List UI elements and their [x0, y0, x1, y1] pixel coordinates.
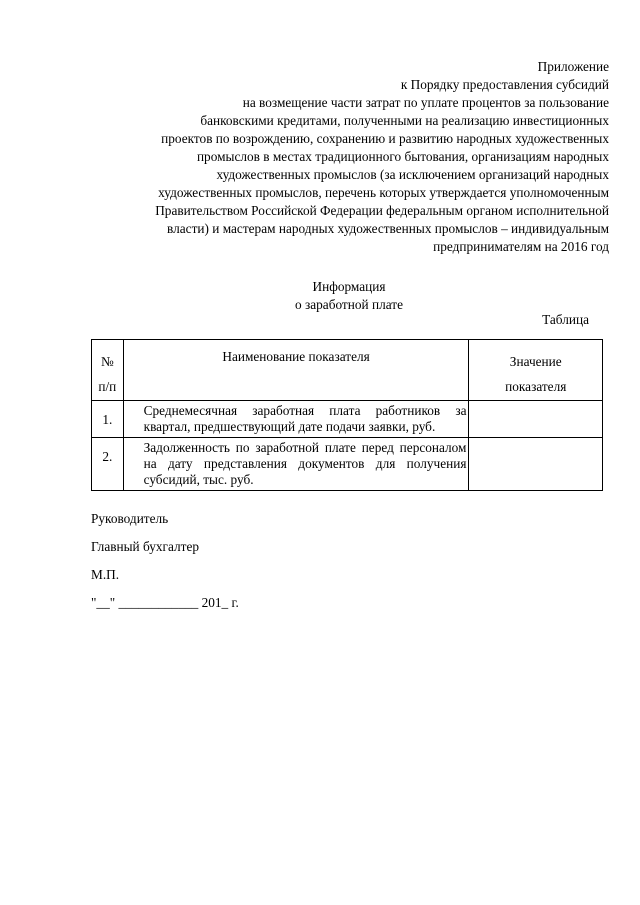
appendix-line: проектов по возрождению, сохранению и развитию народных художественных: [161, 131, 609, 146]
header-num-line2: п/п: [98, 379, 117, 394]
stamp-placeholder: М.П.: [91, 567, 120, 582]
row-num-cell: 2.: [92, 438, 124, 491]
header-value-line1: Значение: [509, 354, 562, 369]
appendix-line: Правительством Российской Федерации федеральным органом исполнительной: [155, 203, 609, 218]
title-line-1: Информация: [312, 279, 386, 294]
row-num-cell: 1.: [92, 401, 124, 438]
date-field[interactable]: "__" ____________ 201_ г.: [91, 595, 239, 610]
appendix-line: банковскими кредитами, полученными на реализацию инвестиционных: [200, 113, 609, 128]
title-line-2: о заработной плате: [295, 297, 403, 312]
table-header-row: [92, 340, 603, 401]
table-row: [92, 438, 603, 491]
appendix-line: власти) и мастерам народных художественных промыслов – индивидуальным: [167, 221, 609, 236]
table-label: Таблица: [542, 312, 589, 327]
appendix-line: к Порядку предоставления субсидий: [400, 77, 609, 92]
row-name-cell: Задолженность по заработной плате перед персоналом на дату представления документов для получения субсидий, тыс. руб.: [123, 438, 469, 491]
signature-accountant: Главный бухгалтер: [91, 539, 200, 554]
header-num-cell: [92, 340, 124, 401]
appendix-line: на возмещение части затрат по уплате процентов за пользование: [242, 95, 609, 110]
document-title: [0, 278, 640, 314]
signature-head: Руководитель: [91, 511, 169, 526]
appendix-line: промыслов в местах традиционного бытования, организациям народных: [196, 149, 609, 164]
table-row: [92, 401, 603, 438]
header-value-line2: показателя: [505, 379, 567, 394]
row-name-cell: Среднемесячная заработная плата работников за квартал, предшествующий дате подачи заявки, руб.: [123, 401, 469, 438]
salary-info-table: [91, 339, 603, 491]
header-name-cell: Наименование показателя: [123, 340, 469, 401]
appendix-line: Приложение: [537, 59, 609, 74]
row-value-cell[interactable]: [469, 401, 603, 438]
row-value-cell[interactable]: [469, 438, 603, 491]
header-num-line1: №: [100, 354, 114, 369]
header-value-cell: [469, 340, 603, 401]
appendix-header: [69, 58, 609, 256]
appendix-line: художественных промыслов (за исключением организаций народных: [216, 167, 609, 182]
appendix-line: предпринимателям на 2016 год: [433, 239, 609, 254]
appendix-line: художественных промыслов, перечень которых утверждается уполномоченным: [158, 185, 609, 200]
